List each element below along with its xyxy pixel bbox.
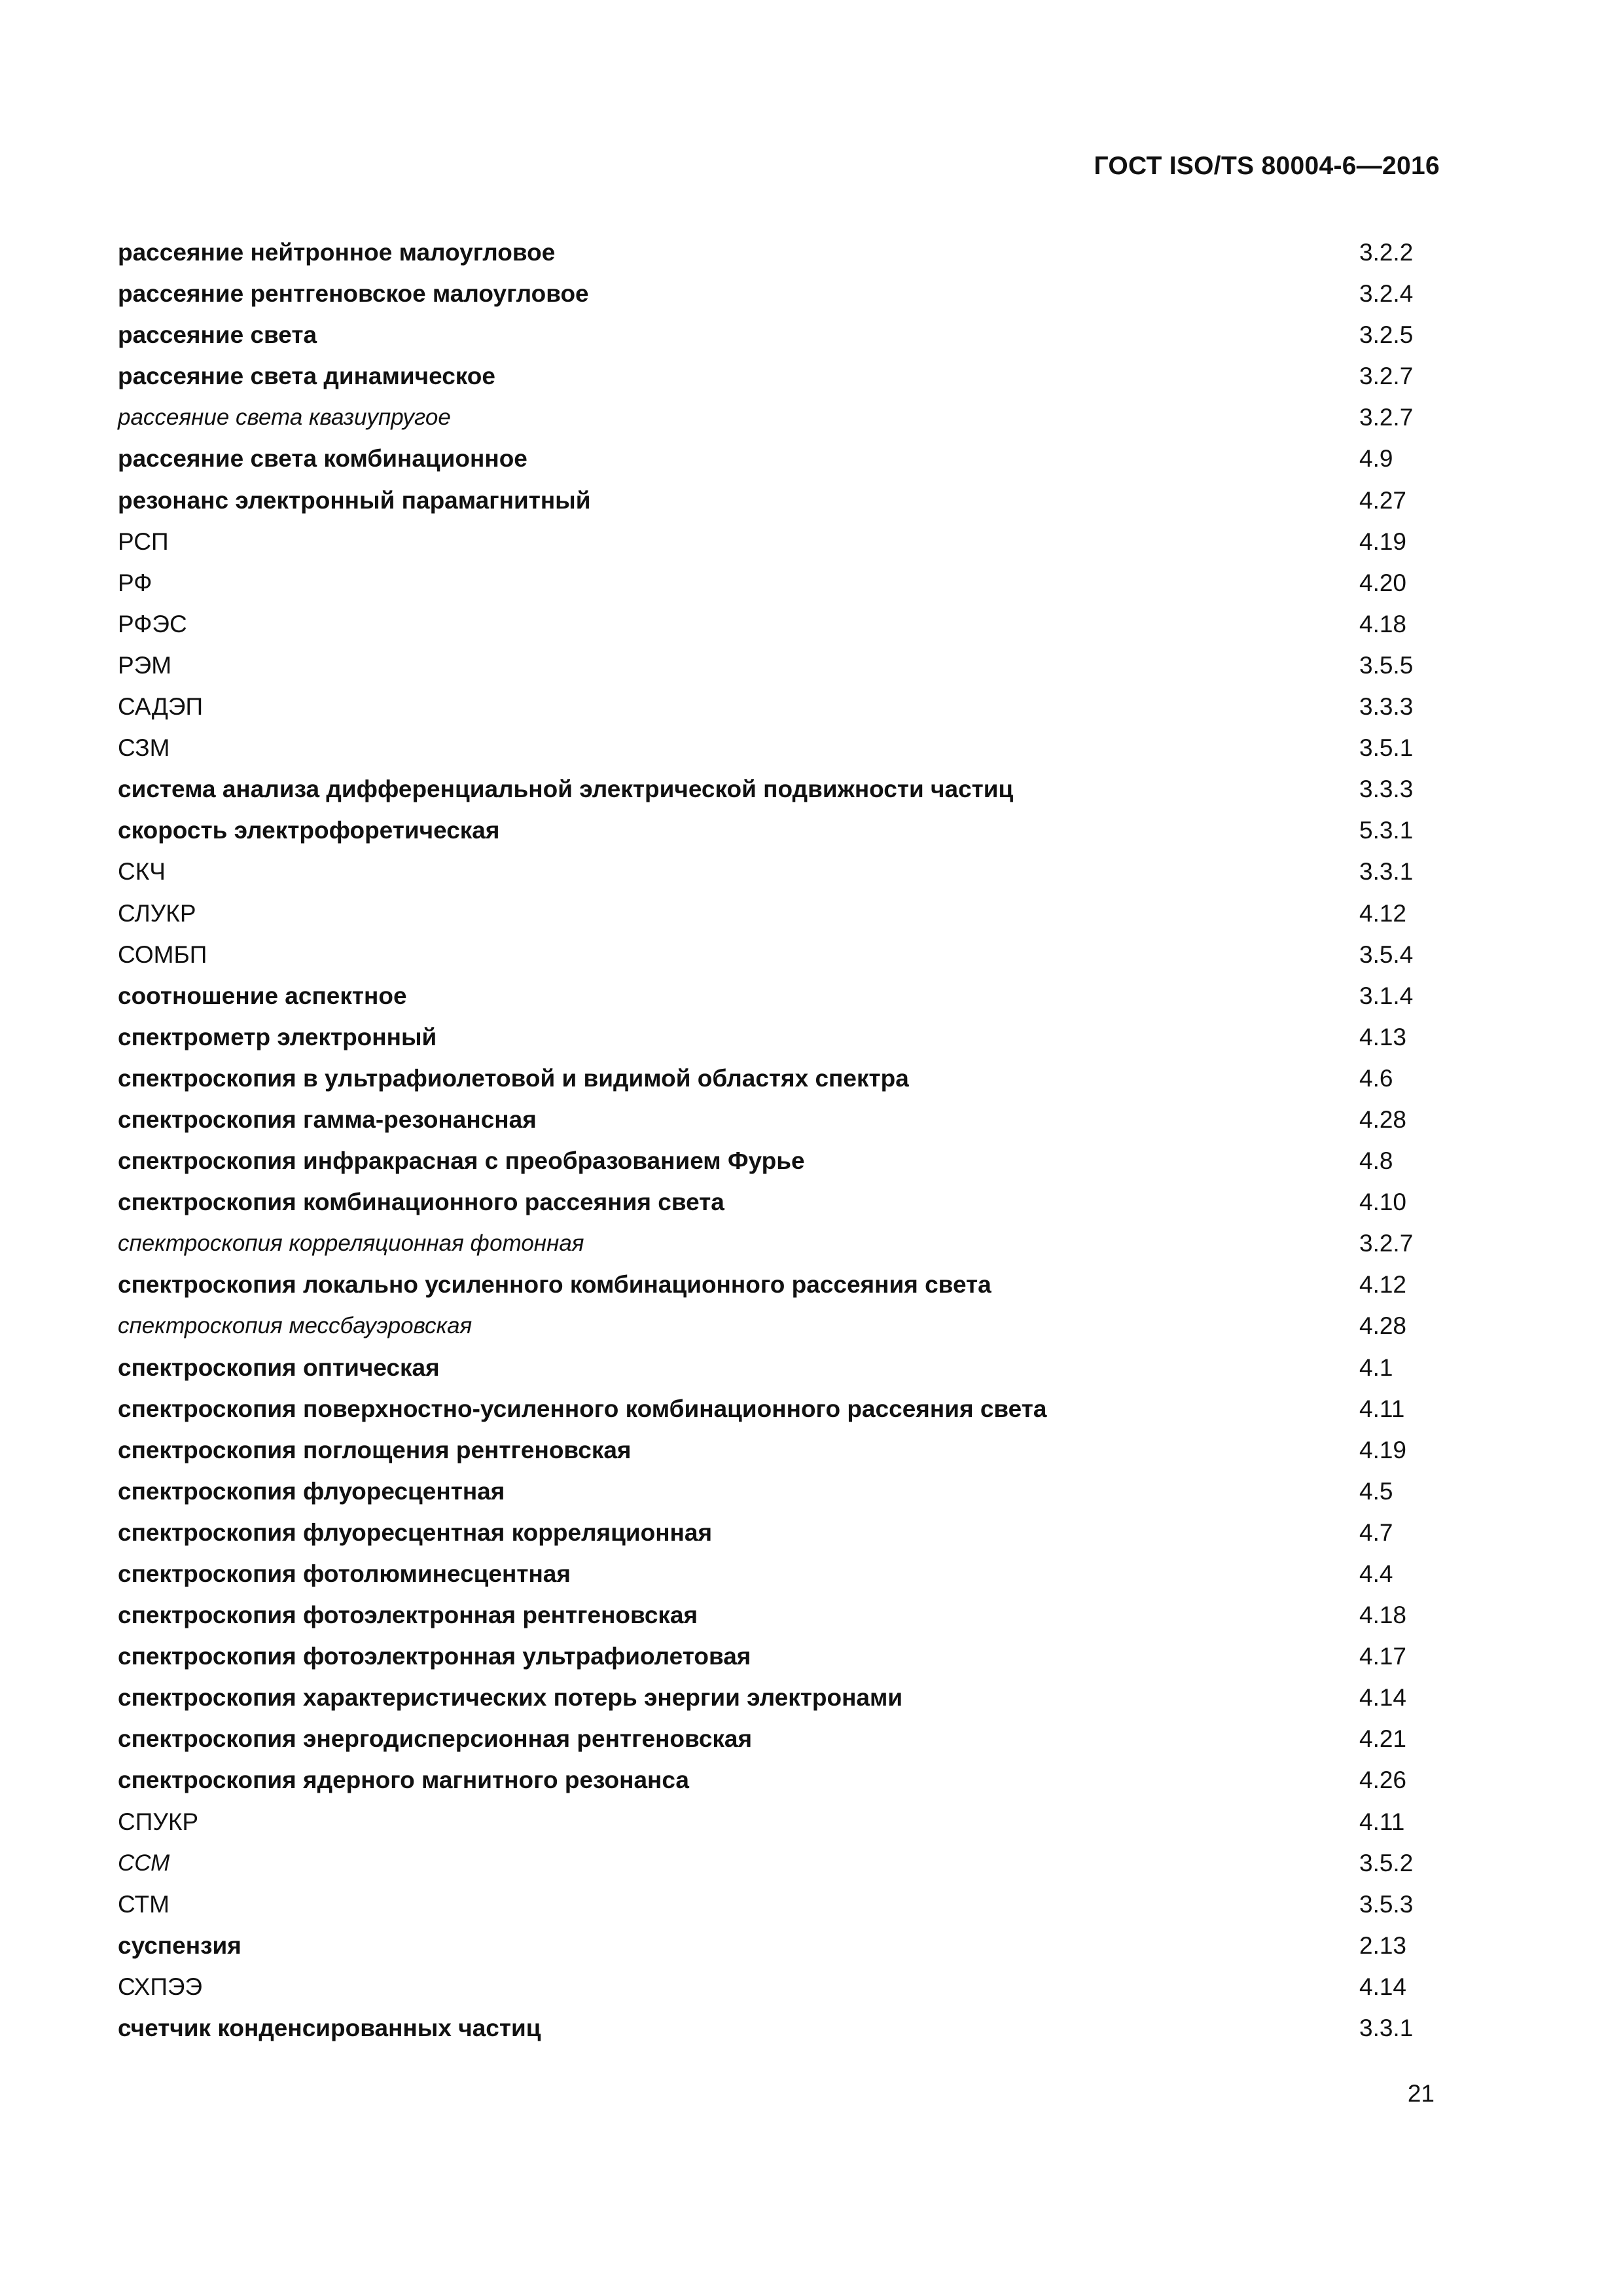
index-entry [118, 562, 1440, 603]
index-reference: 3.5.2 [1359, 1849, 1414, 1876]
index-entry [118, 1842, 1440, 1884]
index-entry [118, 314, 1440, 355]
index-reference: 4.7 [1359, 1518, 1393, 1546]
index-entry [118, 1759, 1440, 1801]
index-term: спектрометр электронный [118, 1023, 437, 1050]
index-term: система анализа дифференциальной электрической подвижности частиц [118, 776, 1014, 803]
index-entry [118, 1553, 1440, 1594]
index-entry [118, 1718, 1440, 1759]
index-reference: 4.4 [1359, 1560, 1393, 1587]
index-reference: 5.3.1 [1359, 817, 1414, 844]
index-term: СТМ [118, 1890, 169, 1918]
index-entry [118, 232, 1440, 273]
index-reference: 4.14 [1359, 1684, 1407, 1712]
index-term: резонанс электронный парамагнитный [118, 486, 591, 514]
index-entry [118, 1594, 1440, 1636]
index-entry [118, 273, 1440, 314]
index-entry [118, 1264, 1440, 1305]
index-entry [118, 1058, 1440, 1099]
index-reference: 4.10 [1359, 1189, 1407, 1216]
index-term: СЗМ [118, 734, 170, 762]
index-term: спектроскопия поверхностно-усиленного комбинационного рассеяния света [118, 1395, 1047, 1422]
index-term: СЛУКР [118, 899, 196, 927]
index-entry [118, 810, 1440, 851]
index-reference: 4.18 [1359, 610, 1407, 637]
index-reference: 3.3.1 [1359, 2015, 1414, 2042]
index-term: РСП [118, 528, 169, 555]
index-term: РФ [118, 569, 152, 596]
index-term: спектроскопия ядерного магнитного резонанса [118, 1767, 690, 1794]
index-entry [118, 1925, 1440, 1966]
index-term: рассеяние света квазиупругое [118, 404, 451, 431]
index-reference: 4.12 [1359, 1271, 1407, 1299]
index-term: рассеяние света динамическое [118, 363, 495, 390]
index-entry [118, 355, 1440, 397]
index-entry [118, 975, 1440, 1016]
index-entry [118, 893, 1440, 934]
index-entry [118, 1429, 1440, 1471]
index-reference: 3.2.7 [1359, 1230, 1414, 1257]
index-term: СОМБП [118, 941, 207, 968]
index-reference: 4.21 [1359, 1725, 1407, 1753]
index-term: спектроскопия мессбауэровская [118, 1313, 473, 1339]
index-term: рассеяние света [118, 321, 317, 349]
index-term: спектроскопия корреляционная фотонная [118, 1230, 584, 1257]
index-reference: 4.19 [1359, 1436, 1407, 1463]
index-reference: 3.3.3 [1359, 776, 1414, 803]
index-entry [118, 851, 1440, 892]
index-term: ССМ [118, 1850, 170, 1876]
index-term: спектроскопия флуоресцентная корреляционная [118, 1518, 713, 1546]
index-reference: 4.12 [1359, 899, 1407, 927]
index-reference: 4.8 [1359, 1147, 1393, 1175]
index-entry [118, 768, 1440, 810]
page-header-standard-code: ГОСТ ISO/TS 80004-6—2016 [1094, 152, 1440, 180]
index-reference: 4.28 [1359, 1105, 1407, 1133]
index-reference: 3.2.7 [1359, 363, 1414, 390]
index-reference: 4.20 [1359, 569, 1407, 596]
term-index-list [118, 232, 1440, 2049]
index-reference: 4.13 [1359, 1023, 1407, 1050]
index-entry [118, 1016, 1440, 1058]
index-reference: 4.1 [1359, 1354, 1393, 1381]
index-entry [118, 1388, 1440, 1429]
index-entry [118, 1966, 1440, 2007]
index-entry [118, 1636, 1440, 1677]
index-term: спектроскопия фотоэлектронная рентгеновская [118, 1602, 698, 1629]
page-number: 21 [1407, 2080, 1435, 2107]
index-reference: 4.17 [1359, 1643, 1407, 1670]
index-term: спектроскопия комбинационного рассеяния света [118, 1189, 724, 1216]
index-reference: 3.5.5 [1359, 651, 1414, 679]
index-reference: 4.27 [1359, 486, 1407, 514]
index-reference: 4.19 [1359, 528, 1407, 555]
index-term: спектроскопия локально усиленного комбинационного рассеяния света [118, 1271, 991, 1299]
index-entry [118, 1884, 1440, 1925]
index-entry [118, 1099, 1440, 1140]
index-term: спектроскопия гамма-резонансная [118, 1105, 537, 1133]
index-term: спектроскопия флуоресцентная [118, 1477, 505, 1505]
index-reference: 4.11 [1359, 1808, 1405, 1835]
index-reference: 3.2.7 [1359, 404, 1414, 431]
index-entry [118, 521, 1440, 562]
index-term: РФЭС [118, 610, 187, 637]
index-term: РЭМ [118, 651, 172, 679]
index-reference: 3.1.4 [1359, 982, 1414, 1009]
index-reference: 2.13 [1359, 1931, 1407, 1959]
index-term: СКЧ [118, 858, 166, 886]
index-entry [118, 1140, 1440, 1181]
index-reference: 3.3.3 [1359, 693, 1414, 721]
index-term: рассеяние нейтронное малоугловое [118, 239, 556, 266]
index-reference: 3.2.2 [1359, 239, 1414, 266]
index-entry [118, 1223, 1440, 1264]
index-reference: 4.28 [1359, 1312, 1407, 1340]
index-reference: 4.26 [1359, 1767, 1407, 1794]
index-entry [118, 480, 1440, 521]
index-term: спектроскопия энергодисперсионная рентгеновская [118, 1725, 753, 1753]
index-reference: 3.5.3 [1359, 1890, 1414, 1918]
index-term: соотношение аспектное [118, 982, 407, 1009]
index-entry [118, 934, 1440, 975]
index-entry [118, 1181, 1440, 1223]
index-reference: 4.18 [1359, 1602, 1407, 1629]
index-term: рассеяние рентгеновское малоугловое [118, 280, 589, 308]
index-term: СПУКР [118, 1808, 199, 1835]
index-term: скорость электрофоретическая [118, 817, 500, 844]
index-entry [118, 1512, 1440, 1553]
index-entry [118, 1677, 1440, 1718]
index-term: спектроскопия поглощения рентгеновская [118, 1436, 632, 1463]
index-reference: 3.5.1 [1359, 734, 1414, 762]
index-reference: 4.14 [1359, 1973, 1407, 2000]
index-term: САДЭП [118, 693, 204, 721]
index-entry [118, 397, 1440, 438]
index-entry [118, 727, 1440, 768]
index-entry [118, 1347, 1440, 1388]
index-term: спектроскопия оптическая [118, 1354, 440, 1381]
index-term: счетчик конденсированных частиц [118, 2015, 541, 2042]
index-reference: 3.2.5 [1359, 321, 1414, 349]
index-entry [118, 686, 1440, 727]
index-term: спектроскопия фотоэлектронная ультрафиолетовая [118, 1643, 751, 1670]
index-term: спектроскопия инфракрасная с преобразованием Фурье [118, 1147, 805, 1175]
index-term: спектроскопия в ультрафиолетовой и видимой областях спектра [118, 1064, 909, 1092]
index-entry [118, 1471, 1440, 1512]
index-entry [118, 438, 1440, 479]
index-reference: 3.5.4 [1359, 941, 1414, 968]
index-entry [118, 1801, 1440, 1842]
index-reference: 4.5 [1359, 1477, 1393, 1505]
index-reference: 3.3.1 [1359, 858, 1414, 886]
index-term: рассеяние света комбинационное [118, 445, 527, 473]
index-entry [118, 1305, 1440, 1346]
index-entry [118, 603, 1440, 645]
index-reference: 4.9 [1359, 445, 1393, 473]
index-reference: 4.6 [1359, 1064, 1393, 1092]
index-entry [118, 645, 1440, 686]
index-term: суспензия [118, 1931, 241, 1959]
index-term: СХПЭЭ [118, 1973, 203, 2000]
index-reference: 3.2.4 [1359, 280, 1414, 308]
index-entry [118, 2007, 1440, 2049]
index-term: спектроскопия характеристических потерь энергии электронами [118, 1684, 903, 1712]
index-term: спектроскопия фотолюминесцентная [118, 1560, 571, 1587]
index-reference: 4.11 [1359, 1395, 1405, 1422]
